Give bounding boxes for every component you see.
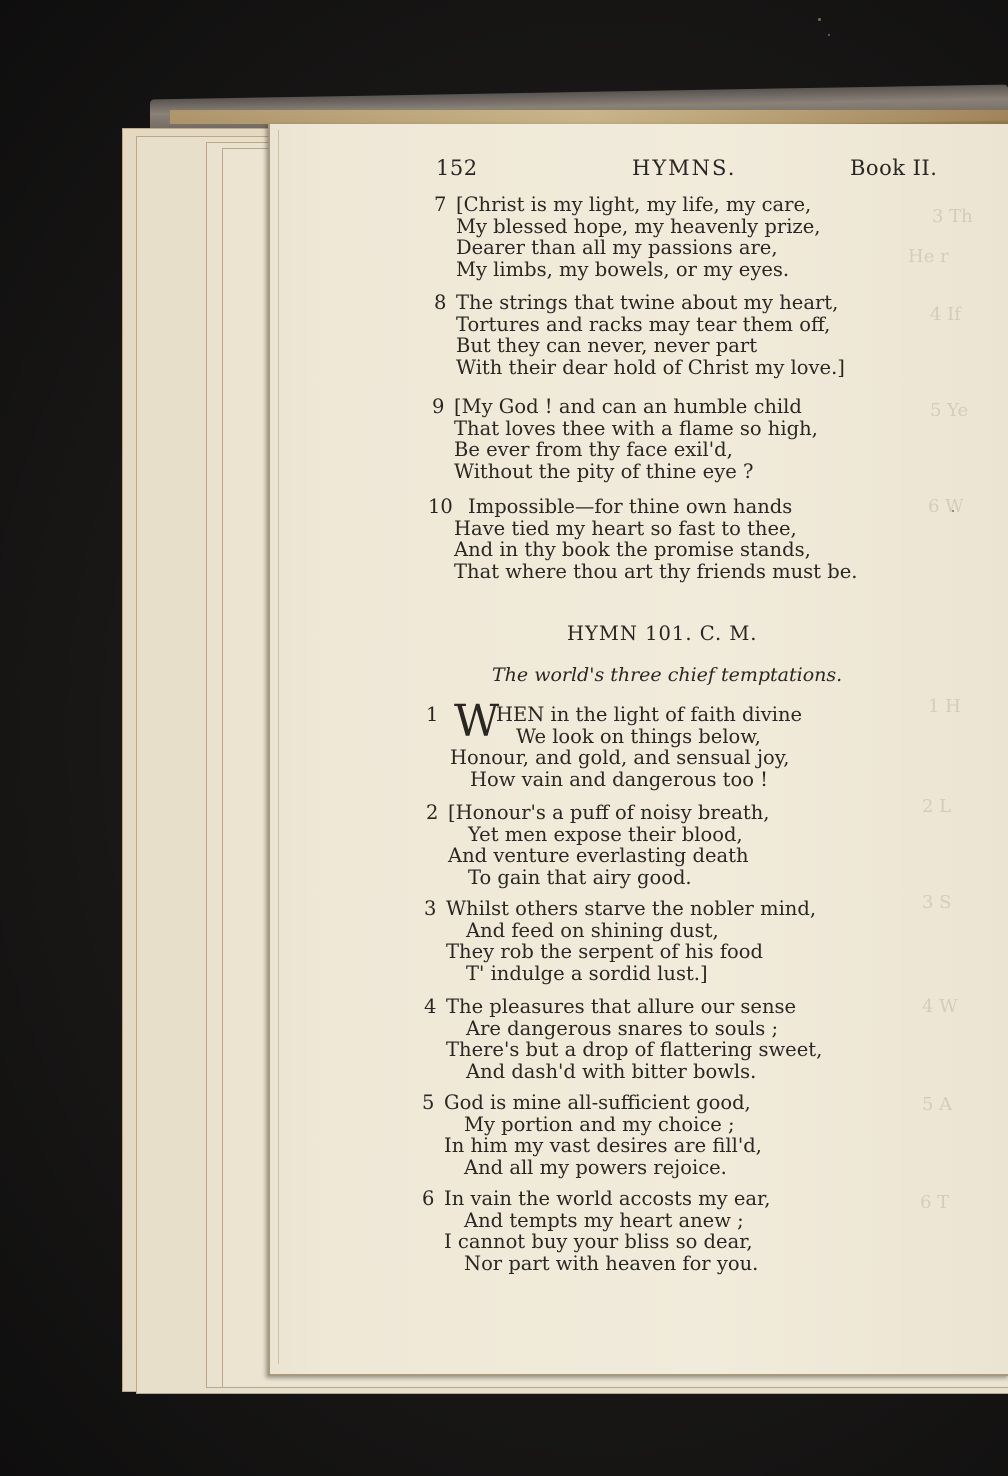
- verse-line: There's but a drop of flattering sweet,: [446, 1038, 823, 1061]
- verse-line: God is mine all-sufficient good,: [444, 1091, 751, 1114]
- verse-line: In him my vast desires are fill'd,: [444, 1134, 762, 1157]
- verse-line: [My God ! and can an humble child: [454, 395, 802, 418]
- bleed-through-text: 5 Ye: [930, 400, 969, 421]
- verse-line: [Christ is my light, my life, my care,: [456, 193, 812, 216]
- hymn-subtitle: The world's three chief temptations.: [492, 664, 843, 686]
- verse-number: 5: [422, 1091, 435, 1114]
- verse-5: [422, 1091, 762, 1179]
- verse-number: 10: [428, 495, 453, 518]
- verse-number: 8: [434, 291, 447, 314]
- verse-line: And all my powers rejoice.: [464, 1155, 727, 1179]
- verse-line: The strings that twine about my heart,: [456, 291, 839, 314]
- verse-7: [434, 193, 821, 281]
- verse-line: That loves thee with a flame so high,: [454, 416, 818, 440]
- running-head-title: HYMNS.: [632, 156, 737, 180]
- bleed-through-text: 2 L: [922, 796, 952, 817]
- verse-line: How vain and dangerous too !: [470, 767, 769, 791]
- bleed-through-text: 3 Th: [932, 206, 973, 227]
- verse-line: Whilst others starve the nobler mind,: [446, 897, 817, 920]
- verse-line: Honour, and gold, and sensual joy,: [450, 746, 790, 769]
- verse-6: [422, 1187, 771, 1275]
- verse-line: Nor part with heaven for you.: [464, 1251, 759, 1275]
- bleed-through-text: 4 W: [922, 996, 958, 1017]
- verse-line: Have tied my heart so fast to thee,: [454, 516, 797, 540]
- verse-line: Dearer than all my passions are,: [456, 236, 778, 259]
- verse-line: My blessed hope, my heavenly prize,: [456, 214, 821, 238]
- bleed-through-text: 3 S: [922, 892, 952, 913]
- verse-line: My portion and my choice ;: [464, 1112, 735, 1136]
- bleed-through-text: 4 If: [930, 304, 961, 325]
- verse-1: [450, 704, 802, 790]
- verse-line: To gain that airy good.: [468, 865, 692, 889]
- bleed-through-text: 1 H: [928, 696, 961, 717]
- verse-line: They rob the serpent of his food: [446, 940, 764, 963]
- verse-line: That where thou art thy friends must be.: [454, 559, 858, 583]
- verse-number: 3: [424, 897, 437, 920]
- verse-line: [Honour's a puff of noisy breath,: [448, 801, 770, 824]
- verse-line: And tempts my heart anew ;: [464, 1208, 744, 1232]
- verse-line: I cannot buy your bliss so dear,: [444, 1230, 753, 1253]
- verse-line: Are dangerous snares to souls ;: [466, 1016, 779, 1040]
- verse-line: The pleasures that allure our sense: [446, 995, 797, 1018]
- verse-line: Without the pity of thine eye ?: [454, 459, 754, 483]
- verse-line: And in thy book the promise stands,: [454, 538, 811, 561]
- verse-line: HEN in the light of faith divine: [496, 703, 803, 726]
- verse-line: We look on things below,: [516, 724, 761, 748]
- page-number: 152: [436, 156, 478, 180]
- bleed-through-text: 5 A: [922, 1094, 953, 1115]
- verse-line: Tortures and racks may tear them off,: [456, 312, 831, 336]
- verse-3: [424, 897, 817, 985]
- verse-line: And dash'd with bitter bowls.: [466, 1059, 757, 1083]
- verse-number: 4: [424, 995, 437, 1018]
- verse-line: Impossible—for thine own hands: [468, 495, 793, 518]
- running-head-book: Book II.: [850, 156, 938, 180]
- verse-line: Yet men expose their blood,: [468, 822, 743, 846]
- verse-number: 6: [422, 1187, 435, 1210]
- bleed-through-text: He r: [908, 246, 949, 267]
- verse-line: T' indulge a sordid lust.]: [466, 961, 708, 985]
- verse-line: With their dear hold of Christ my love.]: [456, 355, 845, 379]
- verse-number-1: 1: [426, 703, 439, 726]
- verse-8: [434, 291, 845, 379]
- verse-line: In vain the world accosts my ear,: [444, 1187, 771, 1210]
- verse-line: Be ever from thy face exil'd,: [454, 438, 733, 461]
- verse-number: 7: [434, 193, 447, 216]
- verse-number: 9: [432, 395, 445, 418]
- verse-number: 2: [426, 801, 439, 824]
- drop-cap: W: [454, 696, 500, 747]
- verse-4: [424, 995, 823, 1083]
- verse-2: [426, 801, 770, 889]
- verse-10: [428, 495, 858, 583]
- verse-line: But they can never, never part: [456, 334, 758, 357]
- verse-line: My limbs, my bowels, or my eyes.: [456, 257, 790, 281]
- verse-9: [432, 395, 818, 483]
- verse-line: And venture everlasting death: [448, 844, 749, 867]
- bleed-through-text: 6 T: [920, 1192, 950, 1213]
- verse-line: And feed on shining dust,: [466, 918, 719, 942]
- bleed-through-text: 6 W: [928, 496, 964, 517]
- hymn-title: HYMN 101. C. M.: [567, 622, 758, 645]
